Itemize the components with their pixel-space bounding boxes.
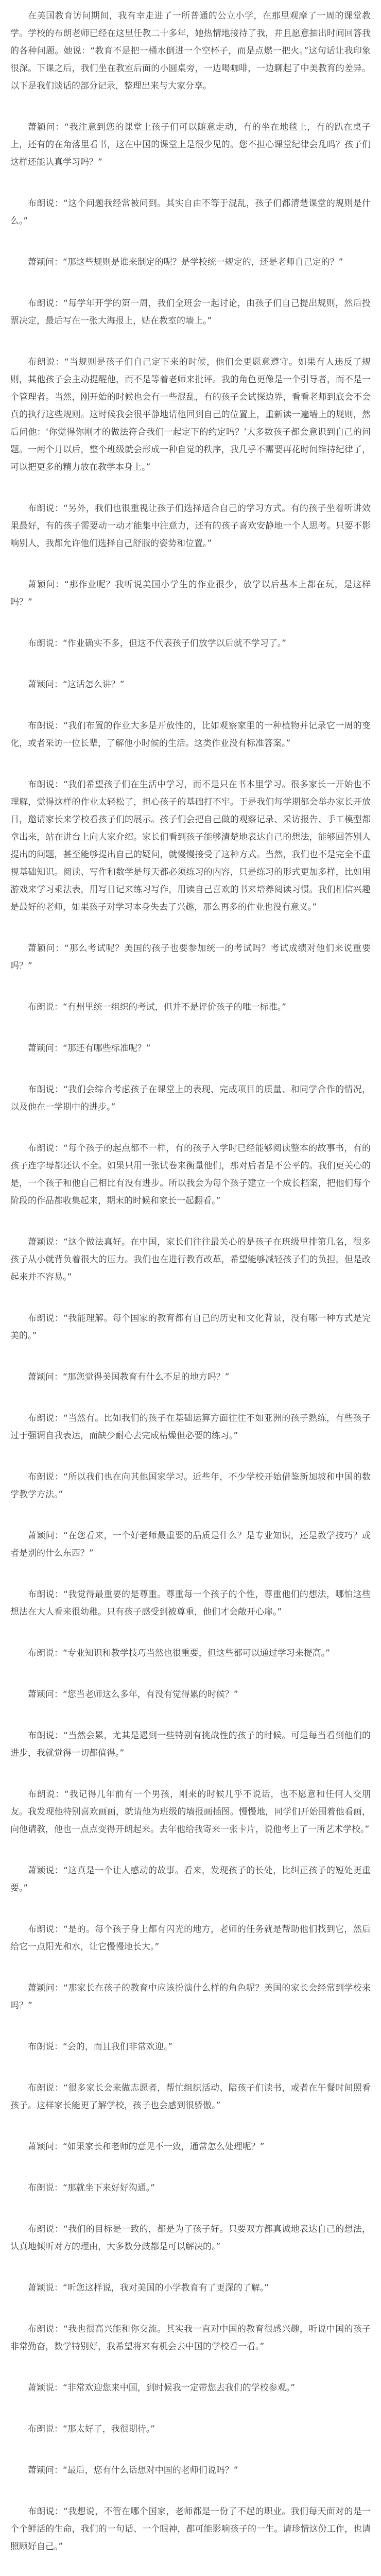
- dialogue-paragraph: 布朗说：“我们会综合考虑孩子在课堂上的表现、完成项目的质量、和同学合作的情况，以及他在一学期中的进步。”: [10, 1084, 371, 1112]
- dialogue-paragraph: 萧颖说：“这真是一个让人感动的故事。看来，发现孩子的长处，比纠正孩子的短处更重要。”: [10, 1866, 371, 1893]
- dialogue-paragraph: 布朗说：“这个问题我经常被问到。其实自由不等于混乱，孩子们都清楚课堂的规则是什么。”: [10, 198, 371, 226]
- dialogue-paragraph: 布朗说：“那太好了，我很期待。”: [28, 2424, 155, 2434]
- dialogue-paragraph: 萧颖问：“您当老师这么多年，有没有觉得累的时候？”: [28, 1689, 238, 1700]
- dialogue-paragraph: 布朗说：“我们的目标是一致的，都是为了孩子好。只要双方都真诚地表达自己的想法，认真地倾听对方的理由，大多数分歧都是可以解决的。”: [10, 2224, 371, 2252]
- dialogue-paragraph: 萧颖问：“那家长在孩子的教育中应该扮演什么样的角色呢？美国的家长会经常到学校来吗？”: [10, 1983, 371, 2011]
- dialogue-paragraph: 布朗说：“当然有。比如我们的孩子在基础运算方面往往不如亚洲的孩子熟练，有些孩子过于强调自我表达，而缺少耐心去完成枯燥但必要的练习。”: [10, 1413, 371, 1441]
- dialogue-paragraph: 布朗说：“作业确实不多，但这不代表孩子们放学以后就不学习了。”: [28, 638, 287, 649]
- dialogue-paragraph: 布朗说：“我们布置的作业大多是开放性的，比如观察家里的一种植物并记录它一周的变化，或者采访一位长辈，了解他小时候的生活。这类作业没有标准答案。”: [10, 721, 371, 749]
- dialogue-paragraph: 布朗说：“我也很高兴能和你交流。其实我一直对中国的教育很感兴趣，听说中国的孩子非常勤奋，数学特别好，我希望将来有机会去中国的学校看一看。”: [10, 2324, 371, 2352]
- dialogue-paragraph: 布朗说：“当规则是孩子们自己定下来的时候，他们会更愿意遵守。如果有人违反了规则，其他孩子会主动提醒他，而不是等着老师来批评。我的角色更像是一个引导者，而不是一个管理者。当然，刚开始的时候也会有一些混乱，有的孩子会试探边界，看看老师到底会不会真的执行这些规则。这时候我会很平静地请他回到自己的位置上，重新读一遍墙上的规则，然后问他：‘你觉得你刚才的做法符合我们一起定下的约定吗？’大多数孩子都会意识到自己的问题。一两个月以后，整个班级就会形成一种自觉的秩序，我几乎不需要再花时间维持纪律了，可以把更多的精力放在教学本身上。”: [10, 357, 371, 472]
- dialogue-paragraph: 布朗说：“会的，而且我们非常欢迎。”: [28, 2042, 173, 2052]
- dialogue-paragraph: 萧颖问：“那这些规则是谁来制定的呢？是学校统一规定的，还是老师自己定的？”: [28, 257, 343, 267]
- dialogue-paragraph: 萧颖问：“那您觉得美国教育有什么不足的地方吗？”: [28, 1372, 230, 1382]
- dialogue-paragraph: 萧颖说：“听您这样说，我对美国的小学教育有了更深的了解。”: [28, 2283, 269, 2293]
- dialogue-paragraph: 布朗说：“我能理解。每个国家的教育都有自己的历史和文化背景，没有哪一种方式是完美的。”: [10, 1313, 371, 1341]
- dialogue-paragraph: 萧颖问：“那么考试呢？美国的孩子也要参加统一的考试吗？考试成绩对他们来说重要吗？”: [10, 943, 371, 971]
- dialogue-paragraph: 布朗说：“我记得几年前有一个男孩，刚来的时候几乎不说话，也不愿意和任何人交朋友。我发现他特别喜欢画画，就请他为班级的墙报画插图。慢慢地，同学们开始围着他看画，向他请教，他也一点点变得开朗起来。去年他给我寄来一张卡片，说他考上了一所艺术学校。”: [10, 1789, 371, 1835]
- dialogue-paragraph: 布朗说：“每个孩子的起点都不一样，有的孩子入学时已经能够阅读整本的故事书，有的孩子连字母都还认不全。如果只用一张试卷来衡量他们，那对后者是不公平的。我们更关心的是，一个孩子和他自己相比有没有进步。所以我会为每个孩子建立一个成长档案，把他们每个阶段的作品都收集起来，期末的时候和家长一起翻看。”: [10, 1143, 371, 1206]
- dialogue-paragraph: 萧颖问：“在您看来，一个好老师最重要的品质是什么？是专业知识，还是教学技巧？或者是别的什么东西？”: [10, 1531, 371, 1558]
- dialogue-paragraph: 布朗说：“我们希望孩子们在生活中学习，而不是只在书本里学习。很多家长一开始也不理解，觉得这样的作业太轻松了，担心孩子的基础打不牢。于是我们每学期都会举办家长开放日，邀请家长来学校看孩子们的展示。孩子们会把自己做的观察记录、采访报告、手工模型都拿出来，站在讲台上向大家介绍。家长们看到孩子能够清楚地表达自己的想法，能够回答别人提出的问题，甚至能够提出自己的疑问，就慢慢接受了这种方式。当然，我们也不是完全不重视基础知识。阅读、写作和数学是每天都必须练习的内容，只是练习的形式更加多样，比如用游戏来学习乘法表，用写日记来练习写作，用读自己喜欢的书来培养阅读习惯。我们相信兴趣是最好的老师，如果孩子对学习本身失去了兴趣，那么再多的作业也没有意义。”: [10, 779, 371, 912]
- dialogue-paragraph: 萧颖问：“最后，您有什么话想对中国的老师们说吗？”: [28, 2465, 238, 2476]
- dialogue-paragraph: 布朗说：“所以我们也在向其他国家学习。近些年，不少学校开始借鉴新加坡和中国的数学教学方法。”: [10, 1472, 371, 1500]
- dialogue-paragraph: 布朗说：“另外，我们也很重视让孩子们选择适合自己的学习方式。有的孩子坐着听讲效果最好，有的孩子需要动一动才能集中注意力，还有的孩子喜欢安静地一个人思考。只要不影响别人，我都允许他们选择自己舒服的姿势和位置。”: [10, 503, 371, 549]
- dialogue-paragraph: 布朗说：“当然会累，尤其是遇到一些特别有挑战性的孩子的时候。可是每当看到他们的进步，我就觉得一切都值得。”: [10, 1731, 371, 1758]
- dialogue-paragraph: 布朗说：“我想说，不管在哪个国家，老师都是一份了不起的职业。我们每天面对的是一个个鲜活的生命，我们的一句话、一个眼神，都可能影响孩子的一生。请珍惜这份工作，也请照顾好自己。”: [10, 2506, 371, 2552]
- dialogue-paragraph: 萧颖问：“那作业呢？我听说美国小学生的作业很少，放学以后基本上都在玩，是这样吗？”: [10, 580, 371, 607]
- dialogue-paragraph: 萧颖问：“这话怎么讲？”: [28, 680, 125, 690]
- article-body: [10, 7, 371, 2576]
- dialogue-paragraph: 布朗说：“每学年开学的第一周，我们全班会一起讨论，由孩子们自己提出规则，然后投票决定，最后写在一张大海报上，贴在教室的墙上。”: [10, 298, 371, 326]
- dialogue-paragraph: 布朗说：“是的。每个孩子身上都有闪光的地方，老师的任务就是帮助他们找到它，然后给它一点阳光和水，让它慢慢地长大。”: [10, 1924, 371, 1952]
- dialogue-paragraph: 萧颖问：“我注意到您的课堂上孩子们可以随意走动，有的坐在地毯上，有的趴在桌子上，还有的在角落里看书，这在中国的课堂上是很少见的。您不担心课堂纪律会乱吗？孩子们这样还能认真学习吗？”: [10, 122, 371, 167]
- dialogue-paragraph: 萧颖说：“非常欢迎您来中国，到时候我一定带您去我们的学校参观。”: [28, 2383, 296, 2393]
- dialogue-paragraph: 布朗说：“很多家长会来做志愿者，帮忙组织活动、陪孩子们读书，或者在午餐时间照看孩子。这样家长能更了解学校，孩子也会感到很骄傲。”: [10, 2083, 371, 2111]
- dialogue-paragraph: 萧颖问：“如果家长和老师的意见不一致，通常怎么处理呢？”: [28, 2142, 265, 2152]
- dialogue-paragraph: 布朗说：“那就坐下来好好沟通。”: [28, 2183, 155, 2193]
- dialogue-paragraph: 布朗说：“我觉得最重要的是尊重。尊重每一个孩子的个性，尊重他们的想法，哪怕这些想法在大人看来很幼稚。只有孩子感受到被尊重，他们才会敞开心扉。”: [10, 1589, 371, 1617]
- dialogue-paragraph: 萧颖说：“这个做法真好。在中国，家长们往往最关心的是孩子在班级里排第几名，很多孩子从小就背负着很大的压力。我们也在进行教育改革，希望能够减轻孩子们的负担，但是改起来并不容易。”: [10, 1237, 371, 1282]
- intro-paragraph: 在美国教育访问期间，我有幸走进了一所普通的公立小学，在那里观摩了一周的课堂教学。学校的布朗老师已经在这里任教二十多年，她热情地接待了我，并且愿意抽出时间回答我的各种问题。她说：“教育不是把一桶水倒进一个空杯子，而是点燃一把火。”这句话让我印象很深。下课之后，我们坐在教室后面的小圆桌旁，一边喝咖啡，一边聊起了中美教育的差异。以下是我们谈话的部分记录，整理出来与大家分享。: [10, 11, 371, 91]
- dialogue-paragraph: 布朗说：“有州里统一组织的考试，但并不是评价孩子的唯一标准。”: [28, 1002, 287, 1012]
- dialogue-paragraph: 萧颖问：“那还有哪些标准呢？”: [28, 1043, 151, 1054]
- dialogue-paragraph: 布朗说：“专业知识和教学技巧当然也很重要，但这些都可以通过学习来提高。”: [28, 1648, 331, 1658]
